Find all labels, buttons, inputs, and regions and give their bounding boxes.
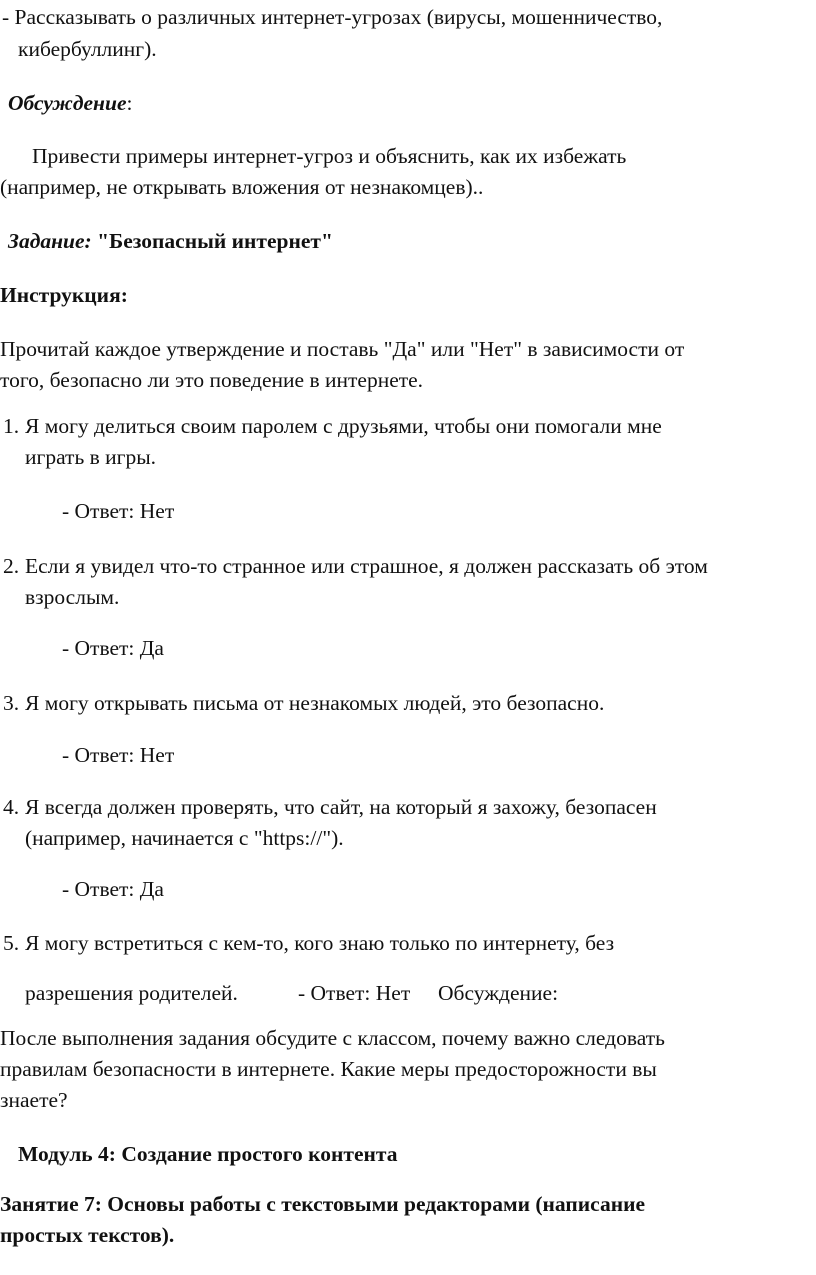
task-label: Задание: xyxy=(8,229,92,253)
task-heading xyxy=(8,226,333,256)
item-line-1: Я всегда должен проверять, что сайт, на который я захожу, безопасен xyxy=(25,795,657,819)
item-line-1: Я могу делиться своим паролем с друзьями, чтобы они помогали мне xyxy=(25,414,662,438)
item-answer: - Ответ: Да xyxy=(62,636,164,660)
item-line-2: играть в игры. xyxy=(25,445,157,469)
item-number: 3. xyxy=(3,691,20,715)
task-title: "Безопасный интернет" xyxy=(97,229,333,253)
item-answer: - Ответ: Нет xyxy=(62,743,175,767)
instruction-line-1: Прочитай каждое утверждение и поставь "Да" или "Нет" в зависимости от xyxy=(0,337,685,361)
item-answer: - Ответ: Нет xyxy=(62,499,175,523)
discussion2-line-2: правилам безопасности в интернете. Какие меры предосторожности вы xyxy=(0,1057,657,1081)
discussion-heading-colon: : xyxy=(126,91,133,115)
discussion2-line-3: знаете? xyxy=(0,1088,68,1112)
intro-line-2: кибербуллинг). xyxy=(18,37,157,61)
module-title: Модуль 4: Создание простого контента xyxy=(18,1142,398,1166)
item-number: 2. xyxy=(3,554,20,578)
item-line-2: взрослым. xyxy=(25,585,120,609)
item-line-1: Я могу открывать письма от незнакомых людей, это безопасно. xyxy=(25,691,605,715)
discussion-heading-label: Обсуждение xyxy=(8,91,127,115)
item-answer: - Ответ: Нет xyxy=(298,981,411,1005)
item-number: 5. xyxy=(3,931,20,955)
discussion-line-2: (например, не открывать вложения от незнакомцев).. xyxy=(0,175,484,199)
lesson-line-1: Занятие 7: Основы работы с текстовыми редакторами (написание xyxy=(0,1192,646,1216)
discussion2-line-1: После выполнения задания обсудите с классом, почему важно следовать xyxy=(0,1026,665,1050)
instruction-line-2: того, безопасно ли это поведение в интернете. xyxy=(0,368,424,392)
item-answer: - Ответ: Да xyxy=(62,877,164,901)
lesson-line-2: простых текстов). xyxy=(0,1223,175,1247)
discussion-line-1: Привести примеры интернет-угроз и объяснить, как их избежать xyxy=(32,144,627,168)
item-line-2: (например, начинается с "https://"). xyxy=(25,826,344,850)
item-number: 1. xyxy=(3,414,20,438)
item-number: 4. xyxy=(3,795,20,819)
item-trailing-heading: Обсуждение: xyxy=(438,981,559,1005)
intro-line-1: - Рассказывать о различных интернет-угрозах (вирусы, мошенничество, xyxy=(2,5,663,29)
item-line-2: разрешения родителей. xyxy=(25,981,238,1005)
instruction-heading: Инструкция: xyxy=(0,283,128,307)
discussion-heading xyxy=(8,88,132,118)
item-line-1: Если я увидел что-то странное или страшное, я должен рассказать об этом xyxy=(25,554,708,578)
item-line-1: Я могу встретиться с кем-то, кого знаю только по интернету, без xyxy=(25,931,615,955)
